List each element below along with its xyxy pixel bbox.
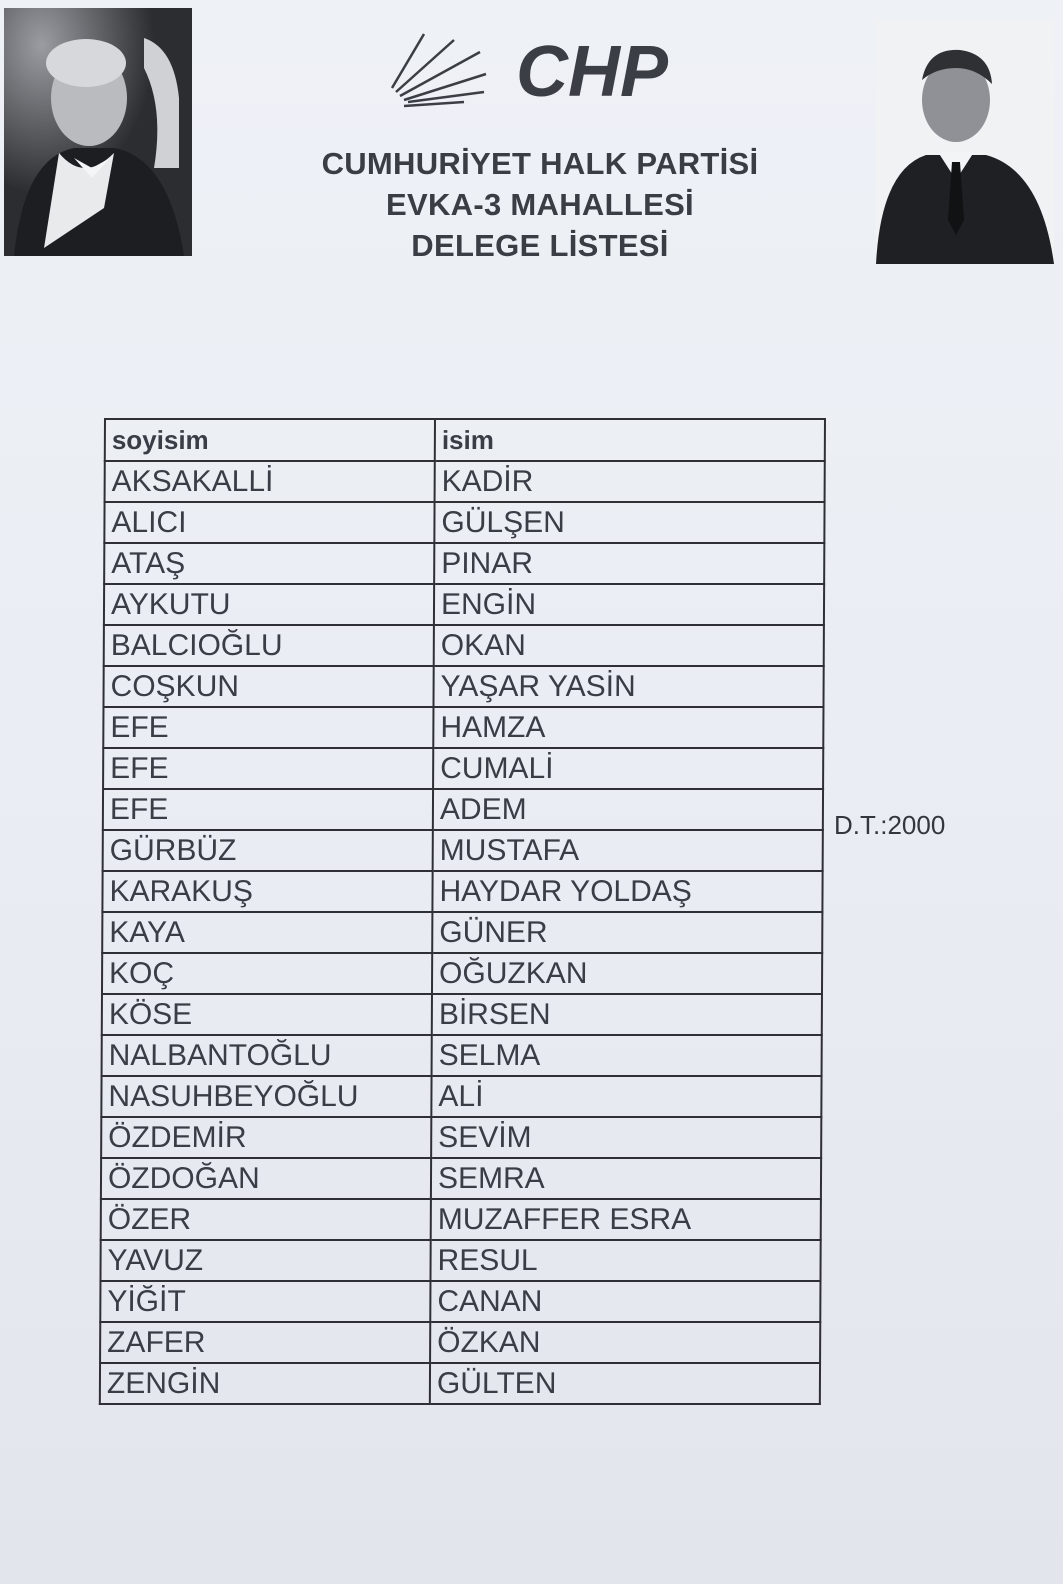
surname-cell: EFE	[103, 789, 433, 830]
surname-cell: KOÇ	[102, 953, 432, 994]
name-cell: CANAN	[430, 1281, 820, 1322]
left-portrait-photo	[4, 8, 192, 256]
surname-cell: NASUHBEYOĞLU	[101, 1076, 431, 1117]
surname-cell: BALCIOĞLU	[104, 625, 434, 666]
table-row	[101, 1076, 821, 1117]
surname-cell: ZENGİN	[100, 1363, 430, 1404]
name-cell: OKAN	[434, 625, 824, 666]
table-row	[102, 871, 822, 912]
surname-cell: YİĞİT	[100, 1281, 430, 1322]
surname-cell: EFE	[103, 707, 433, 748]
logo-text: CHP	[516, 32, 669, 110]
name-cell: ÖZKAN	[430, 1322, 820, 1363]
name-cell: GÜLŞEN	[434, 502, 824, 543]
surname-cell: KARAKUŞ	[102, 871, 432, 912]
name-cell: ENGİN	[434, 584, 824, 625]
header-surname: soyisim	[105, 419, 435, 461]
side-note: D.T.:2000	[834, 810, 946, 840]
table-row	[104, 502, 824, 543]
portrait-photo-icon	[4, 8, 192, 256]
title-line-1: CUMHURİYET HALK PARTİSİ	[321, 146, 759, 181]
portrait-photo-icon	[876, 20, 1054, 264]
table-row	[103, 789, 823, 830]
table-row	[101, 1199, 821, 1240]
table-row	[103, 748, 823, 789]
table-row	[100, 1363, 820, 1404]
name-cell: KADİR	[435, 461, 825, 502]
surname-cell: ÖZDOĞAN	[101, 1158, 431, 1199]
table-header-row	[105, 419, 825, 461]
surname-cell: KAYA	[102, 912, 432, 953]
surname-cell: ÖZER	[101, 1199, 431, 1240]
name-cell: YAŞAR YASİN	[433, 666, 823, 707]
surname-cell: COŞKUN	[103, 666, 433, 707]
name-cell: SEMRA	[431, 1158, 821, 1199]
table-row	[100, 1281, 820, 1322]
surname-cell: EFE	[103, 748, 433, 789]
name-cell: OĞUZKAN	[432, 953, 822, 994]
surname-cell: NALBANTOĞLU	[102, 1035, 432, 1076]
table-row	[103, 666, 823, 707]
name-cell: SELMA	[432, 1035, 822, 1076]
table-row	[104, 584, 824, 625]
surname-cell: AYKUTU	[104, 584, 434, 625]
surname-cell: ATAŞ	[104, 543, 434, 584]
name-cell: ADEM	[433, 789, 823, 830]
table-row	[101, 1117, 821, 1158]
name-cell: CUMALİ	[433, 748, 823, 789]
surname-cell: YAVUZ	[100, 1240, 430, 1281]
table-row	[102, 994, 822, 1035]
name-cell: MUSTAFA	[433, 830, 823, 871]
title-line-3: DELEGE LİSTESİ	[411, 228, 669, 263]
chp-logo	[388, 30, 708, 110]
name-cell: HAMZA	[433, 707, 823, 748]
name-cell: GÜNER	[432, 912, 822, 953]
title-line-2: EVKA-3 MAHALLESİ	[386, 187, 694, 222]
name-cell: PINAR	[434, 543, 824, 584]
arrows-logo-icon	[388, 30, 708, 110]
table-row	[102, 912, 822, 953]
table-row	[100, 1240, 820, 1281]
table-row	[102, 953, 822, 994]
table-row	[100, 1322, 820, 1363]
name-cell: SEVİM	[431, 1117, 821, 1158]
table-row	[105, 461, 825, 502]
table-row	[104, 625, 824, 666]
name-cell: HAYDAR YOLDAŞ	[432, 871, 822, 912]
header-name: isim	[435, 419, 825, 461]
table-row	[103, 707, 823, 748]
table-row	[102, 1035, 822, 1076]
surname-cell: ZAFER	[100, 1322, 430, 1363]
name-cell: GÜLTEN	[430, 1363, 820, 1404]
table-row	[103, 830, 823, 871]
surname-cell: AKSAKALLİ	[105, 461, 435, 502]
surname-cell: ÖZDEMİR	[101, 1117, 431, 1158]
name-cell: ALİ	[431, 1076, 821, 1117]
right-portrait-photo	[876, 20, 1054, 264]
surname-cell: KÖSE	[102, 994, 432, 1035]
table-row	[101, 1158, 821, 1199]
name-cell: BİRSEN	[432, 994, 822, 1035]
name-cell: MUZAFFER ESRA	[431, 1199, 821, 1240]
surname-cell: GÜRBÜZ	[103, 830, 433, 871]
surname-cell: ALICI	[104, 502, 434, 543]
delegate-table	[99, 418, 826, 1405]
name-cell: RESUL	[430, 1240, 820, 1281]
table-row	[104, 543, 824, 584]
